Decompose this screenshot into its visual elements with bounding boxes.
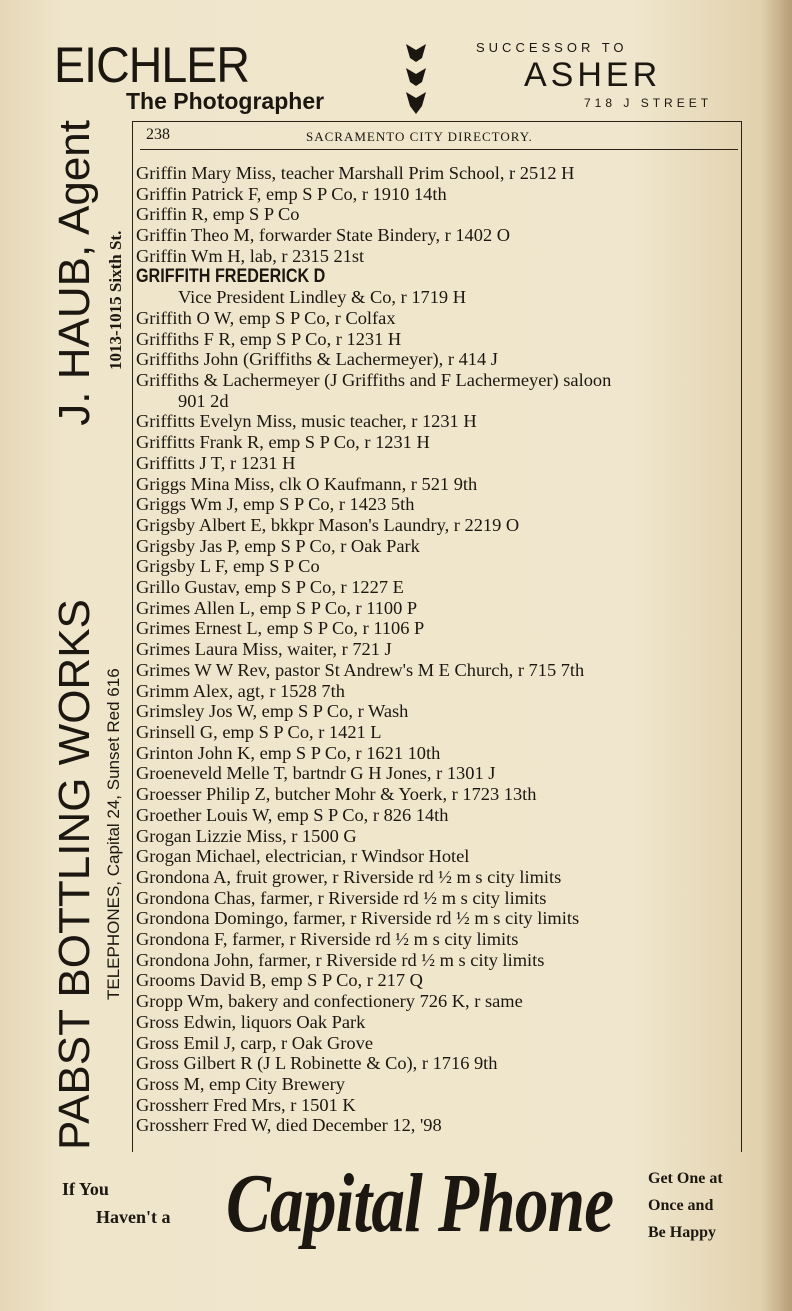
- page-number: 238: [146, 126, 170, 143]
- list-item: Grinsell G, emp S P Co, r 1421 L: [136, 721, 382, 742]
- list-item: Grogan Lizzie Miss, r 1500 G: [136, 825, 357, 846]
- list-item: Grimes W W Rev, pastor St Andrew's M E Church, r 715 7th: [136, 659, 585, 680]
- directory-entries: [136, 163, 741, 1136]
- list-item: Grondona F, farmer, r Riverside rd ½ m s city limits: [136, 929, 519, 950]
- list-item: Gropp Wm, bakery and confectionery 726 K, r same: [136, 991, 523, 1012]
- list-item: Grimsley Jos W, emp S P Co, r Wash: [136, 701, 409, 722]
- footer-ad-right-line1: Get One at: [648, 1170, 723, 1187]
- list-item: Griffin R, emp S P Co: [136, 204, 300, 225]
- list-item: Grimes Laura Miss, waiter, r 721 J: [136, 639, 392, 660]
- list-item: Griggs Wm J, emp S P Co, r 1423 5th: [136, 494, 415, 515]
- side-ad-agent: J. HAUB, Agent: [50, 120, 99, 426]
- header-advertiser-name: EICHLER: [54, 37, 250, 93]
- list-item: Gross Edwin, liquors Oak Park: [136, 1011, 366, 1032]
- list-item: Groesser Philip Z, butcher Mohr & Yoerk, r 1723 13th: [136, 784, 537, 805]
- list-item: Griffiths & Lachermeyer (J Griffiths and F Lachermeyer) saloon: [136, 370, 612, 391]
- header-predecessor-name: ASHER: [524, 56, 662, 94]
- list-item: Groether Louis W, emp S P Co, r 826 14th: [136, 804, 449, 825]
- list-item: Grillo Gustav, emp S P Co, r 1227 E: [136, 577, 404, 598]
- footer-ad-left-line1: If You: [62, 1179, 109, 1199]
- list-item: Griffiths F R, emp S P Co, r 1231 H: [136, 328, 402, 349]
- footer-ad-right-line3: Be Happy: [648, 1224, 717, 1241]
- ornament-icon: [402, 40, 430, 118]
- list-item: Grondona Chas, farmer, r Riverside rd ½ m s city limits: [136, 887, 547, 908]
- list-item: Grinton John K, emp S P Co, r 1621 10th: [136, 742, 441, 763]
- list-item: Grimm Alex, agt, r 1528 7th: [136, 680, 345, 701]
- header-successor-label: SUCCESSOR TO: [476, 40, 628, 55]
- list-item: Gross Emil J, carp, r Oak Grove: [136, 1032, 373, 1053]
- list-item: Grigsby Jas P, emp S P Co, r Oak Park: [136, 535, 420, 556]
- footer-ad-right: [648, 1165, 723, 1246]
- list-item: Griggs Mina Miss, clk O Kaufmann, r 521 9th: [136, 473, 478, 494]
- list-item: Groeneveld Melle T, bartndr G H Jones, r 1301 J: [136, 763, 496, 784]
- header-advertiser-subtitle: The Photographer: [126, 88, 325, 114]
- list-item: Griffiths John (Griffiths & Lachermeyer), r 414 J: [136, 349, 498, 370]
- list-item: Grigsby Albert E, bkkpr Mason's Laundry, r 2219 O: [136, 514, 520, 535]
- list-item: Grossherr Fred W, died December 12, '98: [136, 1115, 442, 1136]
- side-ad-telephones: TELEPHONES, Capital 24, Sunset Red 616: [104, 668, 123, 1000]
- side-ad-company: PABST BOTTLING WORKS: [50, 599, 99, 1150]
- list-item-featured: GRIFFITH FREDERICK D: [136, 265, 326, 287]
- list-item-continuation: Vice President Lindley & Co, r 1719 H: [178, 287, 466, 308]
- footer-ad-right-line2: Once and: [648, 1197, 714, 1214]
- list-item: Griffitts Evelyn Miss, music teacher, r 1231 H: [136, 411, 477, 432]
- list-item: Griffin Mary Miss, teacher Marshall Prim School, r 2512 H: [136, 163, 575, 183]
- list-item: Gross Gilbert R (J L Robinette & Co), r 1716 9th: [136, 1053, 498, 1074]
- footer-ad-left-line2: Haven't a: [96, 1207, 171, 1227]
- list-item-continuation: 901 2d: [178, 390, 229, 411]
- side-ad-main: [50, 120, 100, 1150]
- list-item: Griffitts J T, r 1231 H: [136, 452, 296, 473]
- list-item: Grimes Ernest L, emp S P Co, r 1106 P: [136, 618, 425, 639]
- header-address: 718 J STREET: [584, 96, 713, 110]
- list-item: Grogan Michael, electrician, r Windsor Hotel: [136, 846, 470, 867]
- list-item: Griffin Theo M, forwarder State Bindery, r 1402 O: [136, 225, 511, 246]
- list-item: Grossherr Fred Mrs, r 1501 K: [136, 1094, 356, 1115]
- list-item: Grigsby L F, emp S P Co: [136, 556, 320, 577]
- list-item: Grondona John, farmer, r Riverside rd ½ m s city limits: [136, 949, 545, 970]
- list-item: Griffin Patrick F, emp S P Co, r 1910 14th: [136, 183, 447, 204]
- list-item: Grooms David B, emp S P Co, r 217 Q: [136, 970, 423, 991]
- list-item: Griffin Wm H, lab, r 2315 21st: [136, 245, 365, 266]
- footer-ad-headline: Capital Phone: [226, 1157, 614, 1250]
- list-item: Grondona Domingo, farmer, r Riverside rd ½ m s city limits: [136, 908, 580, 929]
- list-item: Grondona A, fruit grower, r Riverside rd ½ m s city limits: [136, 866, 562, 887]
- heading-rule: [140, 149, 738, 150]
- list-item: Gross M, emp City Brewery: [136, 1073, 345, 1094]
- side-ad-address: 1013-1015 Sixth St.: [106, 230, 125, 370]
- page-heading: SACRAMENTO CITY DIRECTORY.: [306, 129, 533, 144]
- list-item: Grimes Allen L, emp S P Co, r 1100 P: [136, 597, 418, 618]
- list-item: Griffitts Frank R, emp S P Co, r 1231 H: [136, 432, 430, 453]
- list-item: Griffith O W, emp S P Co, r Colfax: [136, 307, 396, 328]
